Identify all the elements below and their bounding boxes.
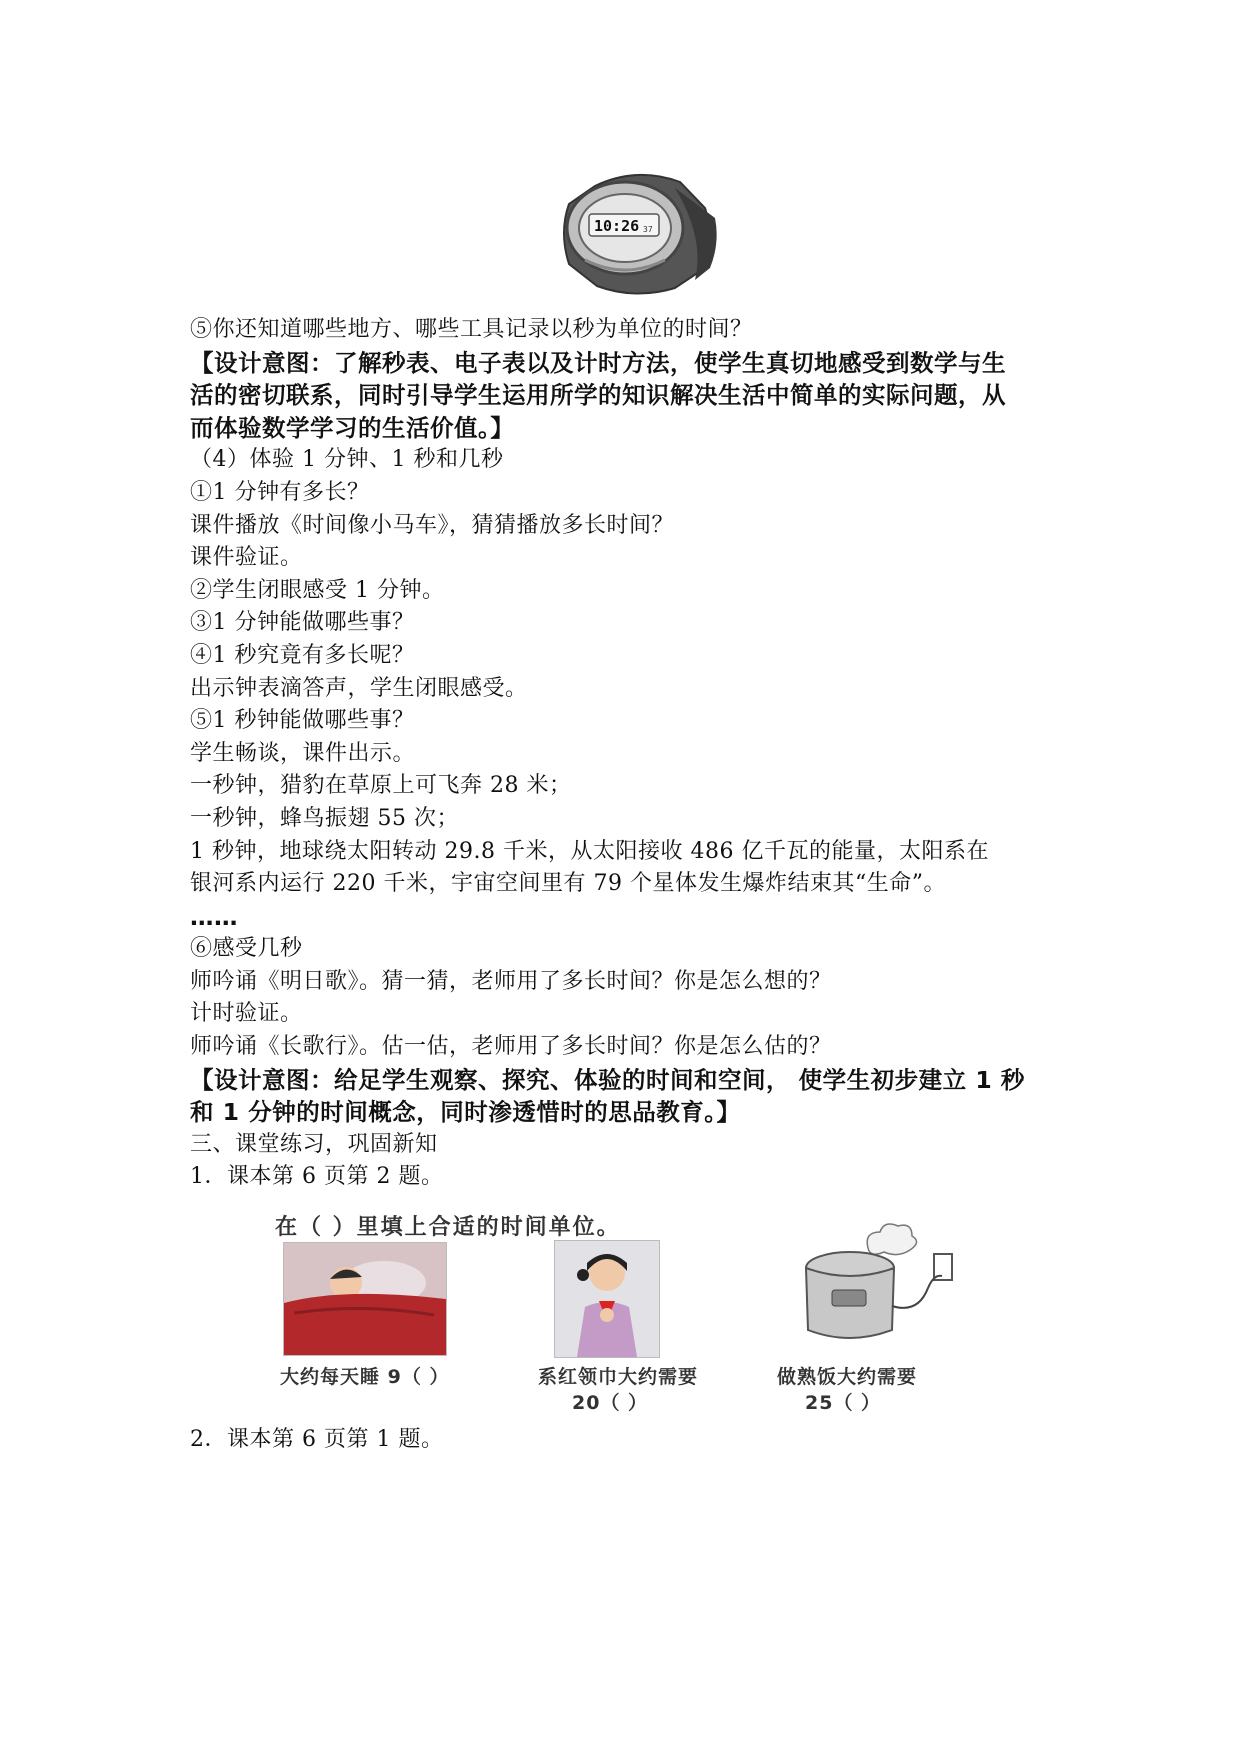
document-body [190, 314, 1070, 1194]
text-line: 而体验数学学习的生活价值。】 [190, 413, 515, 442]
text-line: ⑤你还知道哪些地方、哪些工具记录以秒为单位的时间？ [190, 317, 753, 342]
digital-watch-image [555, 168, 720, 296]
text-line: ⑥感受几秒 [190, 936, 303, 962]
caption-rice-value: 25（ ） [805, 1392, 882, 1414]
text-line: ②学生闭眼感受 1 分钟。 [190, 577, 445, 603]
caption-scarf: 系红领巾大约需要 [538, 1366, 699, 1388]
text-line: 活的密切联系，同时引导学生运用所学的知识解决生活中简单的实际问题，从 [190, 381, 1006, 410]
text-line: 师吟诵《长歌行》。估一估，老师用了多长时间？你是怎么估的？ [190, 1034, 832, 1060]
text-line: 课件验证。 [190, 545, 303, 571]
watch-display-text: 10:26 [594, 217, 640, 235]
exercise-2-line: 2．课本第 6 页第 1 题。 [190, 1427, 444, 1452]
exercise-title: 在（ ）里填上合适的时间单位。 [275, 1215, 621, 1240]
text-line: 【设计意图：给足学生观察、探究、体验的时间和空间， 使学生初步建立 1 秒 [190, 1065, 1025, 1094]
text-line: 出示钟表滴答声，学生闭眼感受。 [190, 675, 528, 701]
text-line: ③1 分钟能做哪些事？ [190, 610, 415, 636]
text-line: 三、课堂练习，巩固新知 [190, 1131, 438, 1157]
text-line: 课件播放《时间像小马车》，猜猜播放多长时间？ [190, 512, 675, 538]
text-line: 银河系内运行 220 千米，宇宙空间里有 79 个星体发生爆炸结束其“生命”。 [190, 871, 946, 897]
text-line: 一秒钟，蜂鸟振翅 55 次； [190, 805, 459, 831]
rice-cooker-image [788, 1218, 968, 1358]
caption-rice: 做熟饭大约需要 [777, 1366, 918, 1388]
text-line: …… [190, 902, 238, 931]
text-line: 师吟诵《明日歌》。猜一猜，老师用了多长时间？你是怎么想的？ [190, 968, 832, 994]
text-line: （4）体验 1 分钟、1 秒和几秒 [190, 447, 504, 473]
text-line: 1．课本第 6 页第 2 题。 [190, 1164, 444, 1190]
text-line: 计时验证。 [190, 1001, 303, 1027]
text-line: 一秒钟，猎豹在草原上可飞奔 28 米； [190, 773, 572, 799]
text-line: 1 秒钟，地球绕太阳转动 29.8 千米，从太阳接收 486 亿千瓦的能量，太阳系在 [190, 838, 989, 864]
text-line: 和 1 分钟的时间概念，同时渗透惜时的思品教育。】 [190, 1098, 741, 1127]
sleeping-child-image [283, 1242, 447, 1356]
text-line: 【设计意图：了解秒表、电子表以及计时方法，使学生真切地感受到数学与生 [190, 348, 1006, 377]
caption-sleep: 大约每天睡 9（ ） [280, 1366, 450, 1388]
watch-seconds-text: 37 [643, 225, 653, 234]
caption-scarf-value: 20（ ） [572, 1392, 649, 1414]
text-line: ⑤1 秒钟能做哪些事？ [190, 708, 415, 734]
text-line: ①1 分钟有多长？ [190, 479, 370, 505]
text-line: 学生畅谈，课件出示。 [190, 740, 416, 766]
text-line: ④1 秒究竟有多长呢？ [190, 642, 415, 668]
girl-red-scarf-image [554, 1240, 660, 1358]
